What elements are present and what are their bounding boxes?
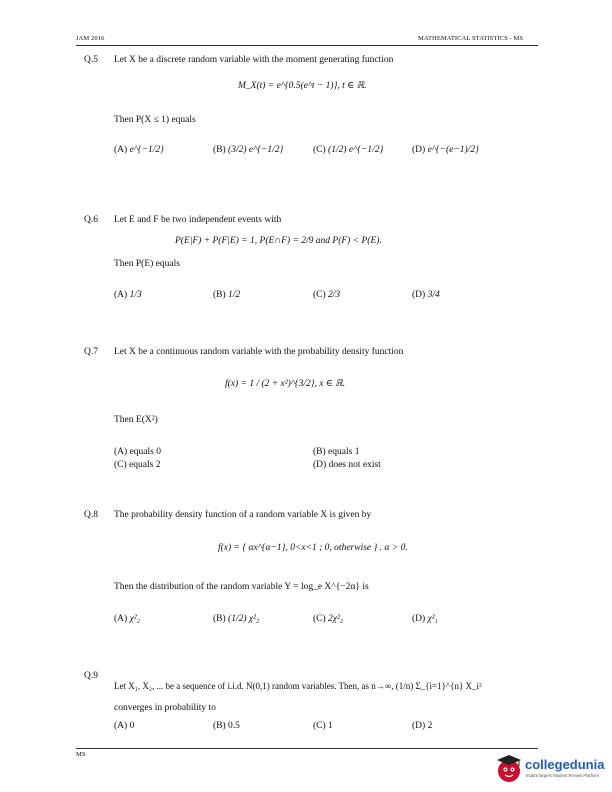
option-text: does not exist: [328, 460, 381, 470]
option-label: (A): [114, 721, 128, 731]
option-label: (C): [313, 614, 326, 624]
option-a[interactable]: [114, 290, 142, 300]
option-text: (1/2) e^{−1/2}: [328, 145, 384, 155]
option-c[interactable]: [114, 460, 160, 470]
question-number: Q.6: [84, 215, 98, 225]
option-label: (C): [313, 145, 326, 155]
option-text: 2: [427, 721, 433, 731]
option-label: (D): [412, 721, 426, 731]
question-formula: f(x) = 1 / (2 + x²)^{3/2}, x ∈ ℝ.: [225, 379, 346, 389]
graduate-mascot-icon: [494, 752, 524, 784]
option-label: (C): [313, 721, 326, 731]
question-formula: M_X(t) = e^{0.5(e^t − 1)}, t ∈ ℝ.: [238, 81, 367, 91]
question-number: Q.7: [84, 347, 98, 357]
option-text: 2/3: [328, 290, 341, 300]
logo-tagline: India's largest Student Review Platform: [526, 773, 599, 778]
option-label: (B): [213, 290, 226, 300]
question-prompt: converges in probability to: [114, 703, 216, 713]
option-text: equals 2: [129, 460, 161, 470]
question-prompt: Then E(X²): [114, 415, 158, 425]
option-label: (D): [412, 145, 426, 155]
option-c[interactable]: [313, 290, 340, 300]
option-text: 1: [328, 721, 333, 731]
option-text: e^{−(e−1)/2}: [427, 145, 479, 155]
footer-left: MS: [76, 751, 86, 758]
option-d[interactable]: [412, 721, 432, 731]
option-c[interactable]: [313, 614, 343, 624]
option-label: (B): [213, 721, 226, 731]
option-text: (1/2) χ²₂: [228, 614, 260, 624]
question-formula: f(x) = { αx^{α−1}, 0<x<1 ; 0, otherwise } . α > 0.: [218, 543, 408, 553]
question-number: Q.9: [84, 671, 98, 681]
option-text: e^{−1/2}: [129, 145, 164, 155]
question-stem: The probability density function of a random variable X is given by: [114, 510, 372, 520]
option-label: (A): [114, 145, 128, 155]
option-b[interactable]: [313, 447, 359, 457]
option-c[interactable]: [313, 145, 383, 155]
option-label: (C): [114, 460, 127, 470]
question-formula: P(E|F) + P(F|E) = 1, P(E∩F) = 2/9 and P(F) < P(E).: [175, 236, 382, 246]
option-text: equals 1: [328, 447, 360, 457]
option-label: (D): [412, 614, 426, 624]
option-b[interactable]: [213, 290, 240, 300]
option-c[interactable]: [313, 721, 333, 731]
option-label: (A): [114, 614, 128, 624]
option-text: 0: [129, 721, 135, 731]
option-b[interactable]: [213, 614, 259, 624]
option-b[interactable]: [213, 145, 283, 155]
question-stem: Let X₁, X₂, ... be a sequence of i.i.d. N(0,1) random variables. Then, as n→∞, (1/n) Σ_{i=1}^{n} X_i²: [114, 681, 482, 691]
option-d[interactable]: [412, 290, 440, 300]
option-d[interactable]: [313, 460, 381, 470]
question-prompt: Then P(X ≤ 1) equals: [114, 115, 196, 125]
option-label: (C): [313, 290, 326, 300]
option-b[interactable]: [213, 721, 240, 731]
option-a[interactable]: [114, 447, 161, 457]
option-text: equals 0: [129, 447, 161, 457]
header-left: JAM 2016: [76, 35, 105, 42]
option-label: (A): [114, 290, 128, 300]
option-d[interactable]: [412, 614, 438, 624]
option-d[interactable]: [412, 145, 479, 155]
option-label: (D): [412, 290, 426, 300]
header-rule: [76, 45, 538, 46]
option-label: (D): [313, 460, 327, 470]
question-number: Q.5: [84, 55, 98, 65]
option-text: 0.5: [228, 721, 240, 731]
question-stem: Let E and F be two independent events with: [114, 215, 282, 225]
option-text: (3/2) e^{−1/2}: [228, 145, 284, 155]
option-text: 1/3: [129, 290, 142, 300]
option-text: 1/2: [228, 290, 241, 300]
header-right: MATHEMATICAL STATISTICS - MS: [418, 35, 524, 42]
option-label: (A): [114, 447, 128, 457]
question-prompt: Then the distribution of the random variable Y = log_e X^{−2α} is: [114, 582, 369, 592]
option-text: χ²₁: [427, 614, 438, 624]
question-stem: Let X be a continuous random variable with the probability density function: [114, 347, 404, 357]
option-text: 2χ²₂: [328, 614, 344, 624]
collegedunia-logo: [494, 748, 608, 788]
question-stem: Let X be a discrete random variable with the moment generating function: [114, 55, 394, 65]
option-label: (B): [213, 614, 226, 624]
footer-rule: [76, 748, 538, 749]
option-a[interactable]: [114, 614, 140, 624]
option-label: (B): [313, 447, 326, 457]
logo-name: collegedunia: [525, 757, 605, 772]
option-a[interactable]: [114, 721, 134, 731]
option-text: χ²₂: [129, 614, 140, 624]
option-text: 3/4: [427, 290, 440, 300]
question-prompt: Then P(E) equals: [114, 259, 180, 269]
option-label: (B): [213, 145, 226, 155]
option-a[interactable]: [114, 145, 164, 155]
question-number: Q.8: [84, 510, 98, 520]
